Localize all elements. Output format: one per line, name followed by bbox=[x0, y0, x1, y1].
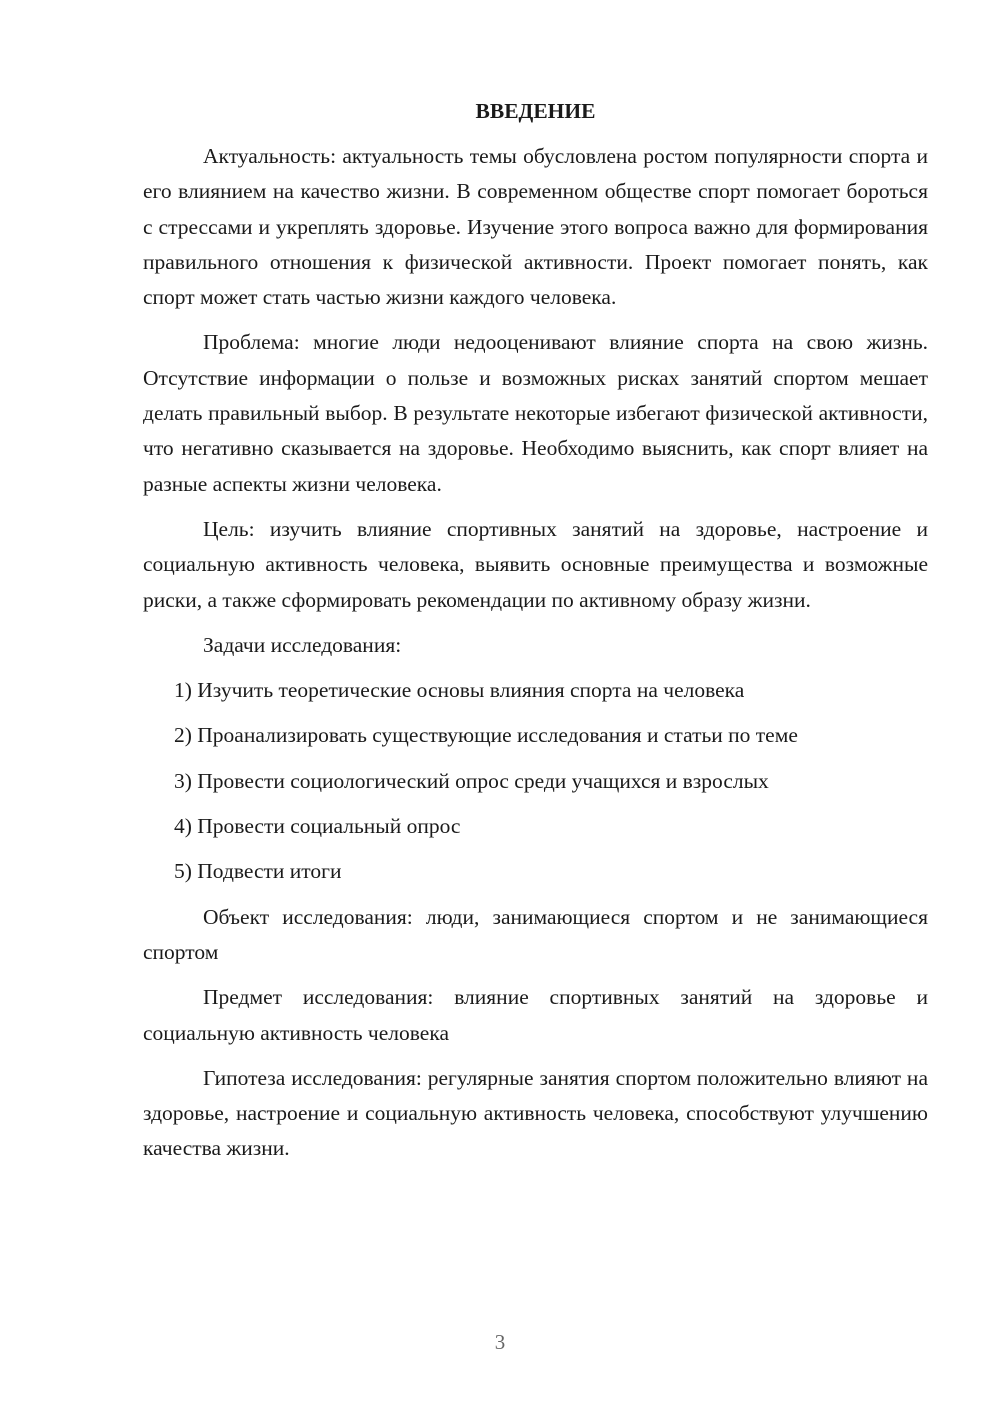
page-content bbox=[143, 94, 928, 1167]
tasks-heading: Задачи исследования: bbox=[203, 632, 402, 657]
relevance-paragraph: Актуальность: актуальность темы обусловлена ростом популярности спорта и его влиянием на качество жизни. В современном обществе спорт помогает бороться с стрессами и укреплять здоровье. Изучение этого вопроса важно для формирования правильного отношения к физической активности. Проект помогает понять, как спорт может стать частью жизни каждого человека. bbox=[143, 144, 928, 310]
list-item: 1) Изучить теоретические основы влияния спорта на человека bbox=[174, 678, 745, 703]
tasks-list bbox=[143, 673, 928, 889]
object-paragraph: Объект исследования: люди, занимающиеся спортом и не занимающиеся спортом bbox=[143, 904, 928, 964]
list-item: 4) Провести социальный опрос bbox=[174, 814, 461, 839]
subject-paragraph: Предмет исследования: влияние спортивных занятий на здоровье и социальную активность человека bbox=[143, 985, 928, 1045]
problem-paragraph: Проблема: многие люди недооценивают влияние спорта на свою жизнь. Отсутствие информации о пользе и возможных рисках занятий спортом мешает делать правильный выбор. В результате некоторые избегают физической активности, что негативно сказывается на здоровье. Необходимо выяснить, как спорт влияет на разные аспекты жизни человека. bbox=[143, 330, 928, 496]
list-item: 5) Подвести итоги bbox=[174, 859, 342, 884]
page-number: 3 bbox=[494, 1330, 506, 1354]
list-item: 3) Провести социологический опрос среди учащихся и взрослых bbox=[174, 768, 769, 793]
hypothesis-paragraph: Гипотеза исследования: регулярные занятия спортом положительно влияют на здоровье, настроение и социальную активность человека, способствуют улучшению качества жизни. bbox=[143, 1065, 928, 1161]
page-title: ВВЕДЕНИЕ bbox=[475, 99, 596, 123]
list-item: 2) Проанализировать существующие исследования и статьи по теме bbox=[174, 723, 798, 748]
goal-paragraph: Цель: изучить влияние спортивных занятий на здоровье, настроение и социальную активность человека, выявить основные преимущества и возможные риски, а также сформировать рекомендации по активному образу жизни. bbox=[143, 516, 928, 612]
